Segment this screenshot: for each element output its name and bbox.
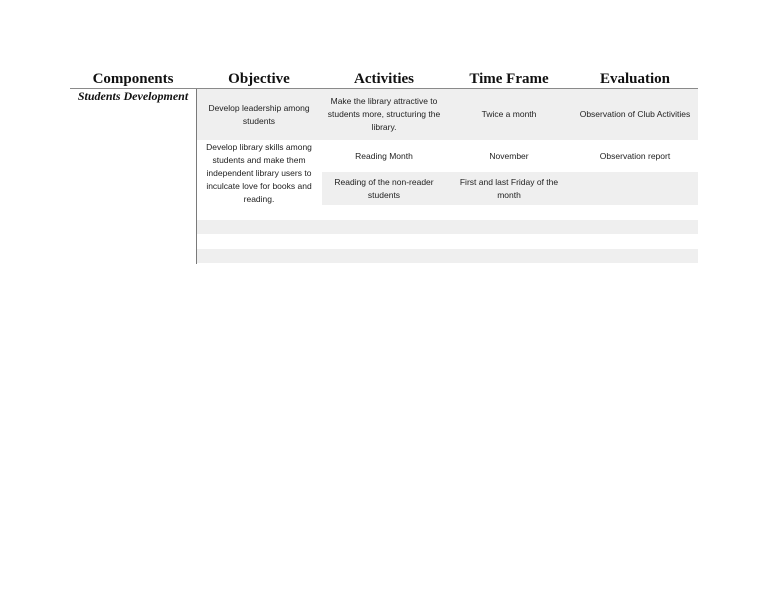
- row2-evaluation: Observation report: [599, 150, 671, 161]
- component-label: Students Development: [77, 89, 189, 103]
- header-components: Components: [92, 71, 174, 87]
- row2-objective: Develop library skills among students and make them independent library users to inculcate love for books and reading.: [206, 141, 312, 204]
- row3-time-frame: First and last Friday of the month: [459, 176, 559, 200]
- row2-activity: Reading Month: [355, 150, 413, 161]
- column-divider: [196, 89, 197, 264]
- empty-band-2: [197, 249, 698, 263]
- header-time-frame: Time Frame: [469, 71, 549, 87]
- row1-objective: Develop leadership among students: [208, 102, 310, 126]
- row1-activity: Make the library attractive to students more, structuring the library.: [327, 96, 441, 132]
- header-evaluation: Evaluation: [599, 71, 671, 87]
- row1-evaluation: Observation of Club Activities: [579, 109, 691, 119]
- row3-activity: Reading of the non-reader students: [334, 176, 434, 200]
- header-objective: Objective: [228, 71, 290, 87]
- header-activities: Activities: [354, 71, 414, 87]
- row1-time-frame: Twice a month: [481, 109, 537, 119]
- row2-time-frame: November: [489, 150, 529, 161]
- empty-band-1: [197, 220, 698, 234]
